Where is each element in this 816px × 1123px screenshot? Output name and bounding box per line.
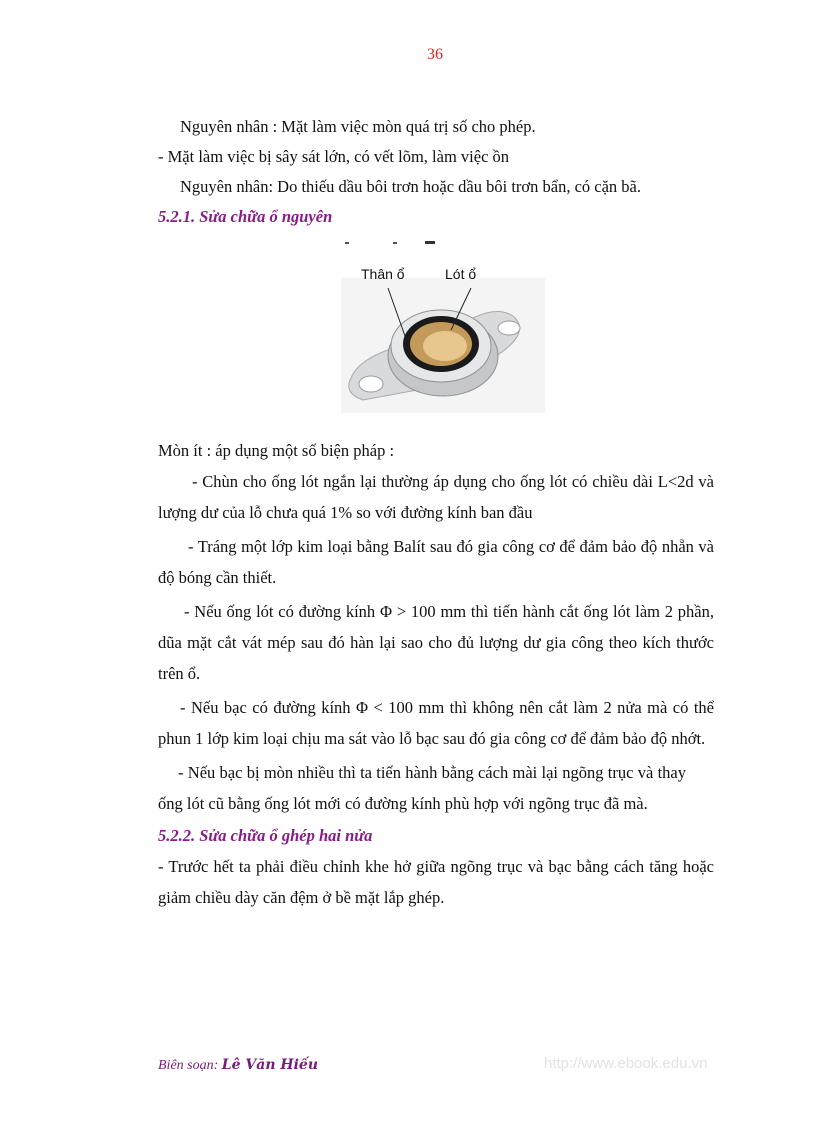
footer-url[interactable]: http://www.ebook.edu.vn: [544, 1055, 708, 1072]
section-heading-5-2-2: 5.2.2. Sửa chữa ổ ghép hai nửa: [158, 826, 373, 845]
page-number: 36: [427, 46, 443, 63]
bush-inner: [423, 331, 467, 361]
figure-label-than: Thân ổ: [361, 266, 405, 282]
remedy-item-4: - Nếu bạc có đường kính Φ < 100 mm thì không nên cắt làm 2 nửa mà có thể phun 1 lớp kim loại chịu ma sát vào lỗ bạc sau đó gia công cơ để đảm bảo độ nhớt.: [158, 698, 714, 748]
footer-prefix: Biên soạn:: [158, 1058, 222, 1073]
figure-label-lot: Lót ổ: [445, 266, 477, 282]
symptom-paragraph: - Mặt làm việc bị sây sát lớn, có vết lõm, làm việc ồn: [158, 147, 510, 166]
bearing-figure: [333, 238, 553, 428]
section-heading-5-2-1: 5.2.1. Sửa chữa ổ nguyên: [158, 207, 333, 226]
cause-paragraph-2: Nguyên nhân: Do thiếu dầu bôi trơn hoặc dầu bôi trơn bẩn, có cặn bã.: [180, 177, 641, 196]
cause-paragraph-1: Nguyên nhân : Mặt làm việc mòn quá trị số cho phép.: [180, 117, 536, 136]
remedy-item-5: - Nếu bạc bị mòn nhiều thì ta tiến hành bằng cách mài lại ngõng trục và thay ống lót cũ bằng ống lót mới có đường kính phù hợp với ngõng trục đã mà.: [158, 763, 686, 813]
page-content: [158, 112, 714, 913]
remedy-item-3: - Nếu ống lót có đường kính Φ > 100 mm thì tiến hành cắt ống lót làm 2 phần, dũa mặt cắt vát mép sau đó hàn lại sao cho đủ lượng dư gia công theo kích thước trên ổ.: [158, 602, 714, 683]
mount-hole-left: [359, 376, 383, 392]
footer-author-name: Lê Văn Hiếu: [221, 1057, 319, 1073]
remedy-item-1: - Chùn cho ống lót ngắn lại thường áp dụng cho ống lót có chiều dài L<2d và lượng dư của lỗ chưa quá 1% so với đường kính ban đầu: [158, 472, 714, 522]
remedy-item-2: - Tráng một lớp kim loại bằng Balít sau đó gia công cơ để đảm bảo độ nhẵn và độ bóng cần thiết.: [158, 537, 714, 587]
split-bearing-paragraph: - Trước hết ta phải điều chỉnh khe hở giữa ngõng trục và bạc bằng cách tăng hoặc giảm chiều dày căn đệm ở bề mặt lắp ghép.: [158, 857, 714, 907]
mount-hole-right: [498, 321, 520, 335]
wear-intro: Mòn ít : áp dụng một số biện pháp :: [158, 441, 395, 460]
footer-author: [158, 1057, 318, 1074]
